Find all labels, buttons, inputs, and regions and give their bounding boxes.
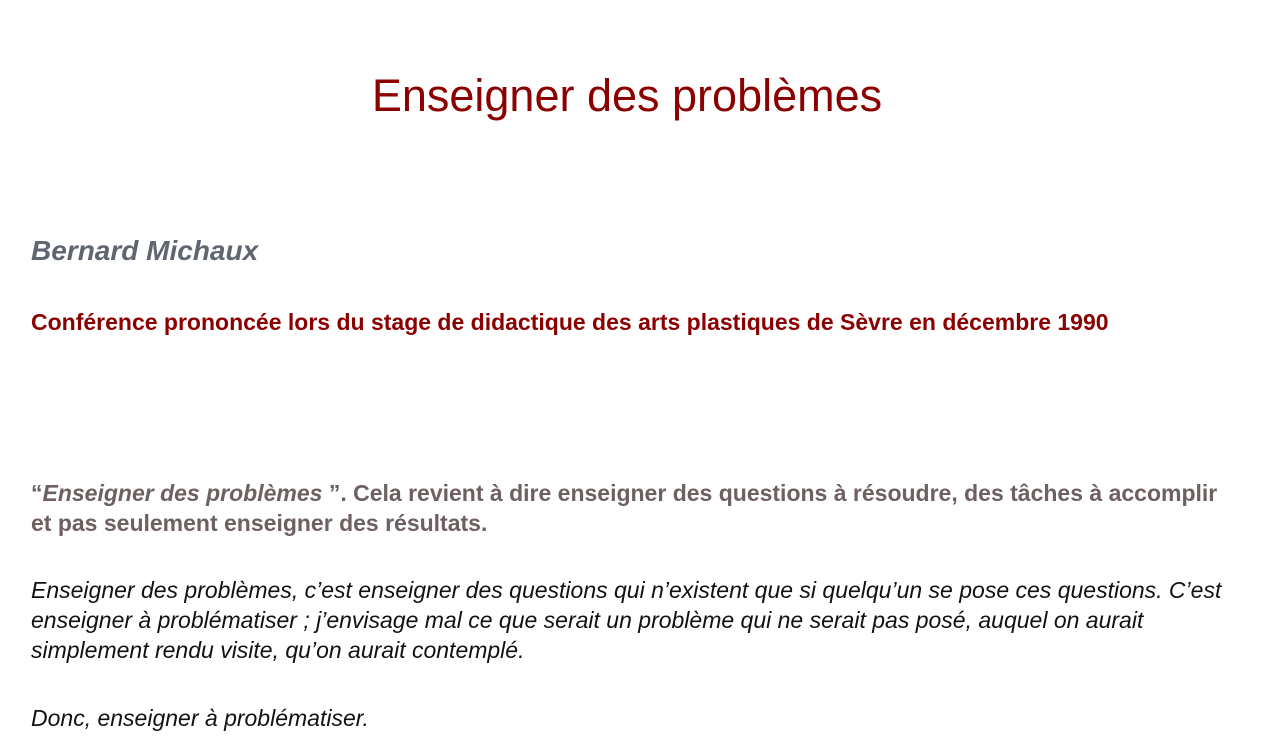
conference-subtitle: Conférence prononcée lors du stage de didactique des arts plastiques de Sèvre en décembre 1990 bbox=[31, 309, 1109, 335]
body-paragraph: Enseigner des problèmes, c’est enseigner des questions qui n’existent que si quelqu’un se pose ces questions. C’est enseigner à problématiser ; j’envisage mal ce que serait un problème qui ne serait pas posé, auquel on aurait simplement rendu visite, qu’on aurait contemplé. bbox=[31, 577, 1222, 663]
quoted-title: Enseigner des problèmes bbox=[42, 480, 323, 506]
body-paragraph: Donc, enseigner à problématiser. bbox=[31, 705, 369, 731]
intro-paragraph bbox=[31, 478, 1231, 538]
intro-text: ”. Cela revient à dire enseigner des questions à résoudre, des tâches à accomplir et pas seulement enseigner des résultats. bbox=[31, 480, 1218, 536]
author-name: Bernard Michaux bbox=[31, 235, 259, 266]
open-quote: “ bbox=[31, 480, 43, 506]
document-title: Enseigner des problèmes bbox=[371, 70, 883, 121]
